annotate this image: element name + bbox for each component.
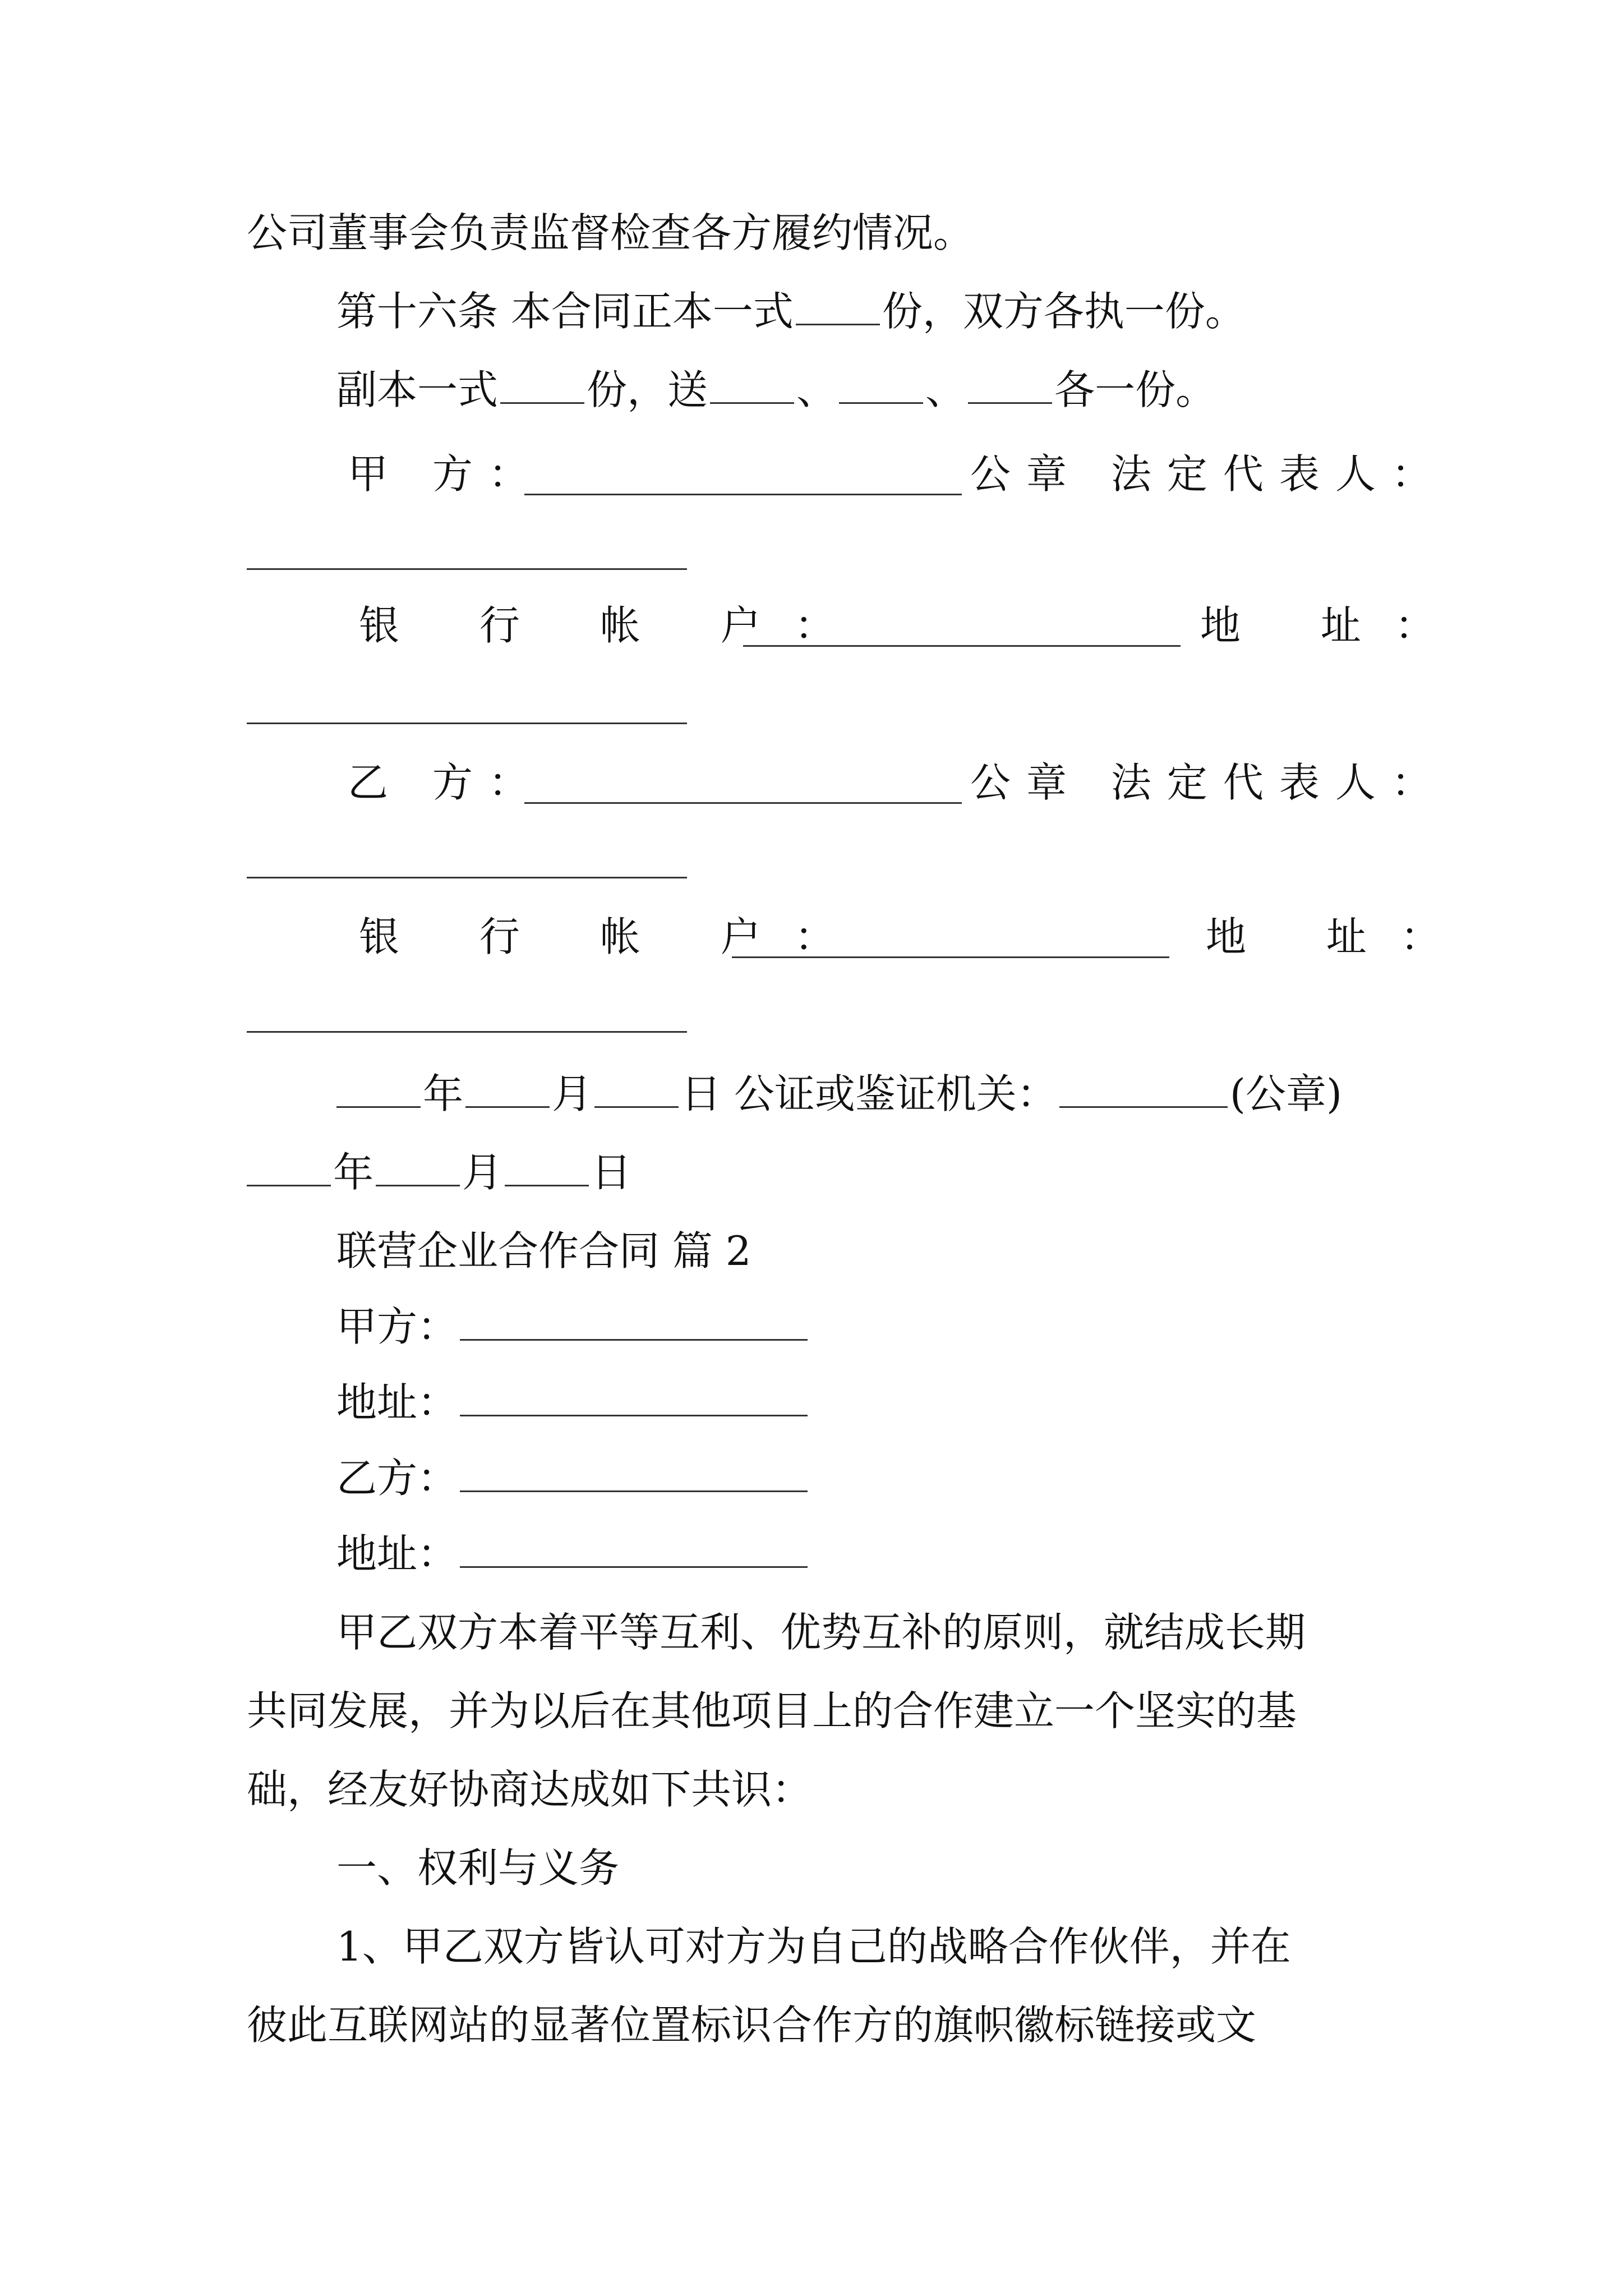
each-one-text: 各一份。 bbox=[1054, 366, 1216, 413]
party-b-line bbox=[348, 757, 545, 808]
article-16-line bbox=[336, 286, 1246, 337]
recipient-blank-2 bbox=[839, 365, 923, 404]
year-blank-2 bbox=[247, 1148, 331, 1186]
item-line bbox=[336, 1921, 1291, 1972]
duplicate-count-blank bbox=[500, 365, 584, 404]
legal-rep-blank-2 bbox=[247, 877, 687, 878]
party-a-blank bbox=[524, 494, 962, 495]
text-line bbox=[247, 208, 974, 258]
form-party-b-line bbox=[336, 1453, 810, 1503]
address-label-1: 地 址： bbox=[1200, 602, 1469, 649]
duplicate-copies-line bbox=[336, 365, 1216, 415]
separator: 、 bbox=[796, 366, 837, 413]
party-a-label: 甲 方： bbox=[348, 450, 545, 498]
article-16-text-end: 份，双方各执一份。 bbox=[882, 288, 1246, 335]
party-b-label: 乙 方： bbox=[348, 759, 545, 806]
month-label-2: 月 bbox=[462, 1149, 503, 1196]
form-address-b-blank bbox=[460, 1529, 808, 1568]
article-16-text: 第十六条 本合同正本一式 bbox=[336, 288, 794, 335]
legal-rep-blank-1 bbox=[247, 568, 687, 570]
seal-rep-label-1: 公章 法定代表人： bbox=[970, 450, 1447, 498]
seal-rep-label-2: 公章 法定代表人： bbox=[970, 759, 1447, 806]
bank-account-line-1 bbox=[359, 600, 869, 651]
paragraph-text: 共同发展，并为以后在其他项目上的合作建立一个坚实的基 bbox=[247, 1687, 1297, 1734]
recipient-blank-1 bbox=[710, 365, 794, 404]
day-blank-1 bbox=[594, 1069, 679, 1108]
form-address-a-line bbox=[336, 1377, 810, 1428]
address-blank-1 bbox=[247, 723, 687, 724]
seal-paren: (公章) bbox=[1229, 1070, 1343, 1117]
form-party-b-label: 乙方： bbox=[336, 1455, 458, 1502]
separator: 、 bbox=[925, 366, 966, 413]
bank-account-label-2: 银 行 帐 户： bbox=[359, 913, 869, 960]
section-title bbox=[336, 1226, 751, 1276]
form-party-a-line bbox=[336, 1301, 810, 1352]
date-notary-line bbox=[336, 1069, 1342, 1119]
notary-blank bbox=[1059, 1069, 1228, 1108]
form-party-b-blank bbox=[460, 1453, 808, 1492]
seal-rep-line-1 bbox=[970, 449, 1447, 499]
month-blank-1 bbox=[465, 1069, 550, 1108]
party-a-line bbox=[348, 449, 545, 499]
paragraph-text: 础，经友好协商达成如下共识： bbox=[247, 1766, 813, 1813]
notary-label: 日 公证或鉴证机关： bbox=[681, 1070, 1057, 1117]
form-address-b-line bbox=[336, 1529, 810, 1579]
bank-account-blank-2 bbox=[732, 956, 1169, 958]
day-label-2: 日 bbox=[591, 1149, 632, 1196]
form-address-a-label: 地址： bbox=[336, 1379, 458, 1426]
address-blank-2 bbox=[247, 1031, 687, 1033]
item-text: 1、甲乙双方皆认可对方为自己的战略合作伙伴，并在 bbox=[336, 1923, 1291, 1970]
date-line-2 bbox=[247, 1147, 631, 1198]
address-line-1 bbox=[1200, 600, 1469, 651]
recipient-blank-3 bbox=[968, 365, 1052, 404]
day-blank-2 bbox=[505, 1148, 589, 1186]
rights-heading bbox=[336, 1843, 619, 1893]
form-address-a-blank bbox=[460, 1378, 808, 1416]
section-title-text: 联营企业合作合同 篇 2 bbox=[336, 1227, 751, 1274]
year-label-2: 年 bbox=[333, 1149, 374, 1196]
send-text: 份，送 bbox=[587, 366, 708, 413]
item-text: 彼此互联网站的显著位置标识合作方的旗帜徽标链接或文 bbox=[247, 2001, 1257, 2049]
paragraph-line bbox=[336, 1607, 1306, 1658]
form-party-a-label: 甲方： bbox=[336, 1303, 458, 1350]
form-party-a-blank bbox=[460, 1302, 808, 1341]
bank-account-blank-1 bbox=[743, 645, 1181, 647]
paragraph-line bbox=[247, 1764, 812, 1815]
paragraph-text: 甲乙双方本着平等互利、优势互补的原则，就结成长期 bbox=[336, 1609, 1306, 1656]
rights-heading-text: 一、权利与义务 bbox=[336, 1844, 620, 1892]
seal-rep-line-2 bbox=[970, 757, 1447, 808]
party-b-blank bbox=[524, 802, 962, 804]
item-line bbox=[247, 2000, 1256, 2050]
month-label-1: 月 bbox=[552, 1070, 593, 1117]
copies-blank bbox=[796, 287, 880, 325]
paragraph-line bbox=[247, 1686, 1297, 1736]
year-blank-1 bbox=[336, 1069, 421, 1108]
address-label-2: 地 址： bbox=[1206, 913, 1474, 960]
duplicate-text: 副本一式 bbox=[336, 366, 499, 413]
text-line-content: 公司董事会负责监督检查各方履约情况。 bbox=[247, 209, 974, 256]
bank-account-line-2 bbox=[359, 912, 869, 962]
year-label-1: 年 bbox=[423, 1070, 464, 1117]
bank-account-label-1: 银 行 帐 户： bbox=[359, 602, 869, 649]
month-blank-2 bbox=[376, 1148, 460, 1186]
address-line-2 bbox=[1206, 912, 1474, 962]
form-address-b-label: 地址： bbox=[336, 1530, 458, 1577]
